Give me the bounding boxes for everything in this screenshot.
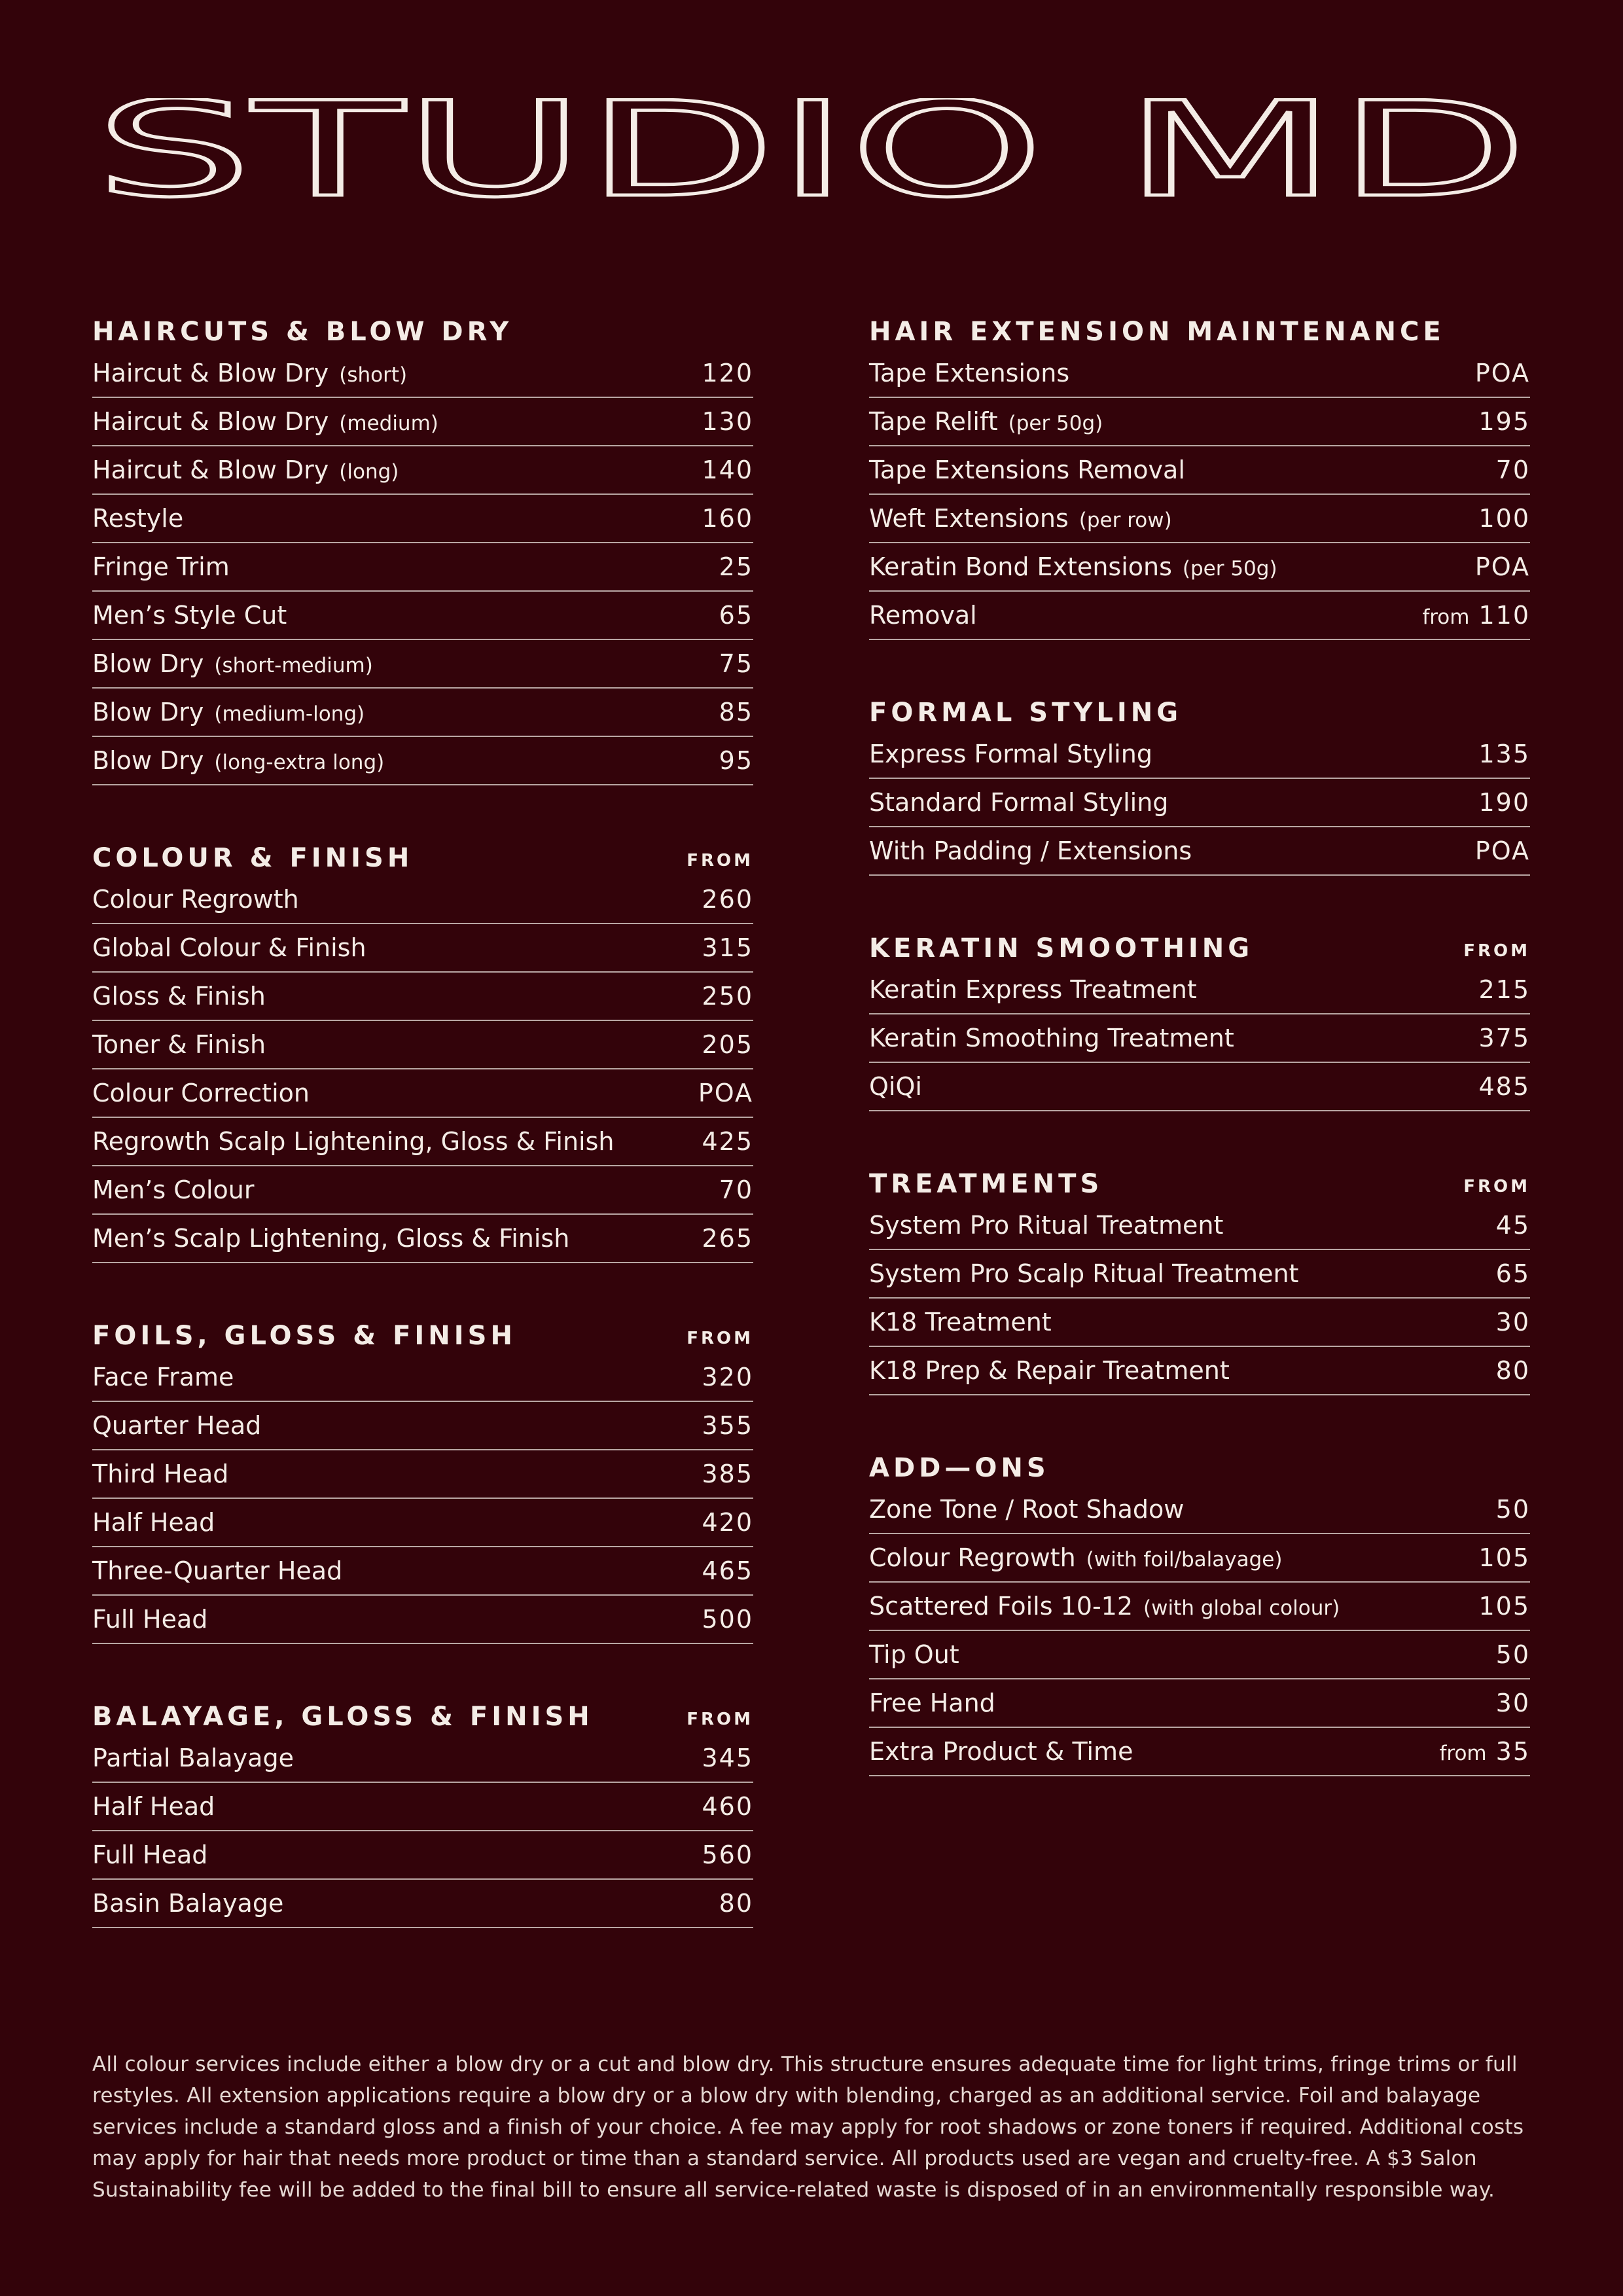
brand-name: STUDIO MD xyxy=(95,98,1528,203)
service-name: K18 Prep & Repair Treatment xyxy=(869,1356,1230,1385)
service-name: Haircut & Blow Dry xyxy=(92,407,329,436)
service-name-wrap xyxy=(869,1024,1234,1052)
service-price: 85 xyxy=(719,698,753,726)
service-name: With Padding / Extensions xyxy=(869,836,1192,865)
service-row xyxy=(869,1347,1530,1395)
service-price: 50 xyxy=(1495,1640,1530,1669)
section-header xyxy=(92,308,753,347)
service-price: 100 xyxy=(1478,504,1530,533)
service-price-wrap xyxy=(719,1889,753,1918)
service-price-wrap xyxy=(702,1030,753,1059)
service-price: 500 xyxy=(702,1605,753,1634)
service-price-wrap xyxy=(1478,1072,1530,1101)
service-row xyxy=(92,1354,753,1402)
service-name: Keratin Bond Extensions xyxy=(869,552,1172,581)
service-name: Blow Dry xyxy=(92,698,204,726)
service-row xyxy=(869,1679,1530,1728)
service-row xyxy=(92,1596,753,1644)
service-row xyxy=(92,543,753,592)
service-name-wrap xyxy=(869,975,1197,1004)
service-price: 75 xyxy=(719,649,753,678)
service-row xyxy=(92,924,753,973)
service-price-wrap xyxy=(1496,1211,1530,1240)
service-name: Basin Balayage xyxy=(92,1889,284,1918)
service-price: 30 xyxy=(1495,1308,1530,1336)
service-row xyxy=(869,1631,1530,1679)
service-row xyxy=(92,495,753,543)
service-name: Gloss & Finish xyxy=(92,982,266,1011)
service-price: 265 xyxy=(702,1224,753,1253)
service-price-wrap xyxy=(702,982,753,1011)
service-price: 190 xyxy=(1478,788,1530,817)
service-row xyxy=(92,1547,753,1596)
service-note: (with foil/balayage) xyxy=(1086,1548,1283,1571)
service-row xyxy=(869,1299,1530,1347)
service-price-wrap xyxy=(1478,1543,1530,1572)
service-name-wrap xyxy=(869,788,1168,817)
service-name-wrap xyxy=(869,1072,922,1101)
service-name: System Pro Ritual Treatment xyxy=(869,1211,1224,1240)
service-row xyxy=(869,543,1530,592)
menu-section xyxy=(92,834,753,1263)
service-price: POA xyxy=(698,1079,753,1107)
service-name-wrap xyxy=(92,1175,255,1204)
service-price-wrap xyxy=(1496,1495,1530,1524)
service-name-wrap xyxy=(869,407,1103,436)
service-price-wrap xyxy=(1478,975,1530,1004)
service-name: Restyle xyxy=(92,504,184,533)
section-title: TREATMENTS xyxy=(869,1169,1103,1199)
service-name-wrap xyxy=(92,982,266,1011)
service-row xyxy=(92,1069,753,1118)
service-name: Men’s Colour xyxy=(92,1175,255,1204)
service-note: (with global colour) xyxy=(1143,1596,1340,1620)
service-price-wrap xyxy=(1478,1024,1530,1052)
section-title: ADD—ONS xyxy=(869,1453,1050,1483)
service-name: Full Head xyxy=(92,1605,208,1634)
service-name: Standard Formal Styling xyxy=(869,788,1169,817)
service-price-wrap xyxy=(1496,1689,1530,1717)
section-title: HAIR EXTENSION MAINTENANCE xyxy=(869,317,1445,347)
section-title: FOILS, GLOSS & FINISH xyxy=(92,1321,516,1351)
service-name: Tape Relift xyxy=(869,407,998,436)
service-name-wrap xyxy=(92,1127,614,1156)
service-row xyxy=(869,827,1530,876)
service-name-wrap xyxy=(92,698,365,726)
service-price: 45 xyxy=(1495,1211,1530,1240)
service-name: Free Hand xyxy=(869,1689,995,1717)
service-price-wrap xyxy=(1478,407,1530,436)
service-note: (medium) xyxy=(339,412,438,435)
service-row xyxy=(869,350,1530,398)
section-from-label: FROM xyxy=(687,1710,753,1729)
service-price-wrap xyxy=(1475,836,1530,865)
service-row xyxy=(92,689,753,737)
service-name-wrap xyxy=(92,456,399,484)
service-name-wrap xyxy=(92,1792,215,1821)
service-price-wrap xyxy=(702,1127,753,1156)
service-note: (per 50g) xyxy=(1182,557,1277,581)
service-price-wrap xyxy=(1478,504,1530,533)
service-price-wrap xyxy=(702,1744,753,1772)
service-name-wrap xyxy=(92,1840,207,1869)
service-name: Full Head xyxy=(92,1840,208,1869)
service-row xyxy=(92,1450,753,1499)
section-from-label: FROM xyxy=(1463,941,1530,961)
section-from-label: FROM xyxy=(687,1329,753,1348)
service-row xyxy=(92,1021,753,1069)
service-name-wrap xyxy=(92,1079,310,1107)
service-name-wrap xyxy=(869,601,977,630)
service-name: Keratin Smoothing Treatment xyxy=(869,1024,1234,1052)
service-name-wrap xyxy=(869,836,1192,865)
service-price: 315 xyxy=(702,933,753,962)
menu-section xyxy=(869,924,1530,1111)
service-name-wrap xyxy=(869,552,1277,581)
service-name: Blow Dry xyxy=(92,746,204,775)
section-header xyxy=(869,924,1530,963)
menu-section xyxy=(869,308,1530,640)
service-name: Regrowth Scalp Lightening, Gloss & Finish xyxy=(92,1127,615,1156)
service-name-wrap xyxy=(92,1030,266,1059)
service-price: 160 xyxy=(702,504,753,533)
brand-logo xyxy=(92,98,1531,203)
service-note: (short) xyxy=(339,363,408,387)
service-row xyxy=(92,398,753,446)
service-name: Tape Extensions Removal xyxy=(869,456,1185,484)
service-price: 320 xyxy=(702,1363,753,1391)
service-name: Blow Dry xyxy=(92,649,204,678)
service-price: 420 xyxy=(702,1508,753,1537)
service-name-wrap xyxy=(869,1356,1230,1385)
service-name: Half Head xyxy=(92,1508,215,1537)
service-row xyxy=(869,1583,1530,1631)
service-row xyxy=(869,966,1530,1014)
service-row xyxy=(92,350,753,398)
service-name: Partial Balayage xyxy=(92,1744,294,1772)
service-row xyxy=(92,973,753,1021)
service-price: 375 xyxy=(1478,1024,1530,1052)
service-row xyxy=(869,1486,1530,1534)
service-price: 95 xyxy=(719,746,753,775)
service-row xyxy=(92,1880,753,1928)
menu-section xyxy=(869,1444,1530,1776)
service-price: 130 xyxy=(702,407,753,436)
service-note: (medium-long) xyxy=(214,702,365,726)
service-row xyxy=(92,1831,753,1880)
service-price-wrap xyxy=(1475,359,1530,387)
service-price-wrap xyxy=(702,885,753,914)
service-name-wrap xyxy=(92,1460,228,1488)
service-row xyxy=(92,1734,753,1783)
service-price-wrap xyxy=(702,1556,753,1585)
service-name: Men’s Scalp Lightening, Gloss & Finish xyxy=(92,1224,570,1253)
service-name-wrap xyxy=(92,649,373,678)
service-name-wrap xyxy=(92,601,287,630)
service-price-wrap xyxy=(702,1508,753,1537)
service-price-wrap xyxy=(702,1840,753,1869)
service-name-wrap xyxy=(92,1508,215,1537)
footer-note: All colour services include either a blow dry or a cut and blow dry. This structure ensures adequate time for light trims, fringe trims or full restyles. All extension applications require a blow dry or a blow dry with blending, charged as an additional service. Foil and balayage services include a standard gloss and a finish of your choice. A fee may apply for root shadows or zone toners if required. Additional costs may apply for hair that needs more product or time than a standard service. All products used are vegan and cruelty-free. A $3 Salon Sustainability fee will be added to the final bill to ensure all service-related waste is disposed of in an environmentally responsible way. xyxy=(92,2053,1524,2202)
service-price-wrap xyxy=(1439,1737,1530,1766)
service-price-wrap xyxy=(702,1460,753,1488)
service-name-wrap xyxy=(869,740,1152,768)
service-price-wrap xyxy=(702,504,753,533)
service-name-wrap xyxy=(869,1495,1184,1524)
service-name: Men’s Style Cut xyxy=(92,601,287,630)
service-price-wrap xyxy=(1496,1640,1530,1669)
service-price-wrap xyxy=(1422,601,1530,630)
service-name: K18 Treatment xyxy=(869,1308,1052,1336)
section-header xyxy=(92,1693,753,1732)
service-price: 205 xyxy=(702,1030,753,1059)
section-title: FORMAL STYLING xyxy=(869,698,1183,728)
menu-section xyxy=(869,689,1530,876)
service-row xyxy=(869,1063,1530,1111)
service-name-wrap xyxy=(869,1211,1223,1240)
service-note: (per 50g) xyxy=(1008,412,1103,435)
service-price-wrap xyxy=(1475,552,1530,581)
service-name-wrap xyxy=(869,456,1185,484)
service-name-wrap xyxy=(92,885,299,914)
service-row xyxy=(869,592,1530,640)
service-name: Colour Correction xyxy=(92,1079,310,1107)
service-row xyxy=(869,1728,1530,1776)
service-price: 355 xyxy=(702,1411,753,1440)
section-title: BALAYAGE, GLOSS & FINISH xyxy=(92,1702,594,1732)
service-price: 120 xyxy=(702,359,753,387)
service-price: 485 xyxy=(1478,1072,1530,1101)
service-row xyxy=(92,737,753,785)
section-title: KERATIN SMOOTHING xyxy=(869,933,1254,963)
menu-section xyxy=(92,1312,753,1644)
service-name: Third Head xyxy=(92,1460,229,1488)
service-price: 135 xyxy=(1478,740,1530,768)
service-price: 195 xyxy=(1478,407,1530,436)
service-note: (short-medium) xyxy=(214,654,373,677)
service-name-wrap xyxy=(92,933,366,962)
service-price: POA xyxy=(1474,359,1530,387)
service-row xyxy=(92,592,753,640)
menu-section xyxy=(92,308,753,785)
service-price-wrap xyxy=(1478,788,1530,817)
service-name: Haircut & Blow Dry xyxy=(92,456,329,484)
service-price: 560 xyxy=(702,1840,753,1869)
service-price: 460 xyxy=(702,1792,753,1821)
service-note: (long) xyxy=(339,460,399,484)
service-price: 50 xyxy=(1495,1495,1530,1524)
service-name-wrap xyxy=(92,359,407,387)
right-column xyxy=(869,308,1530,1825)
service-row xyxy=(869,446,1530,495)
service-name: Three-Quarter Head xyxy=(92,1556,343,1585)
service-price: 35 xyxy=(1495,1737,1530,1766)
service-price-wrap xyxy=(1496,456,1530,484)
service-name-wrap xyxy=(92,1411,261,1440)
service-row xyxy=(92,1783,753,1831)
service-row xyxy=(869,495,1530,543)
service-name: Haircut & Blow Dry xyxy=(92,359,329,387)
service-name: Colour Regrowth xyxy=(869,1543,1076,1572)
service-price-wrap xyxy=(1478,740,1530,768)
section-header xyxy=(92,1312,753,1351)
service-name: Scattered Foils 10-12 xyxy=(869,1592,1133,1621)
service-row xyxy=(92,1118,753,1166)
service-name-wrap xyxy=(92,1605,207,1634)
service-price-wrap xyxy=(719,698,753,726)
section-header xyxy=(92,834,753,873)
service-price-wrap xyxy=(702,933,753,962)
service-note: (long-extra long) xyxy=(214,751,385,774)
service-price-wrap xyxy=(702,1411,753,1440)
service-name: Express Formal Styling xyxy=(869,740,1152,768)
section-header xyxy=(869,689,1530,728)
service-price-wrap xyxy=(698,1079,753,1107)
service-price: 140 xyxy=(702,456,753,484)
service-price: 345 xyxy=(702,1744,753,1772)
service-price: 65 xyxy=(719,601,753,630)
service-price: 250 xyxy=(702,982,753,1011)
service-price-wrap xyxy=(1478,1592,1530,1621)
section-header xyxy=(869,1444,1530,1483)
service-name: Face Frame xyxy=(92,1363,234,1391)
service-price: 80 xyxy=(719,1889,753,1918)
service-row xyxy=(869,1014,1530,1063)
service-name: Fringe Trim xyxy=(92,552,230,581)
section-header xyxy=(869,1160,1530,1199)
service-row xyxy=(869,398,1530,446)
service-name-wrap xyxy=(92,1744,294,1772)
service-price-wrap xyxy=(1496,1308,1530,1336)
service-price-wrap xyxy=(719,601,753,630)
section-from-label: FROM xyxy=(1463,1177,1530,1196)
service-name-wrap xyxy=(869,1259,1298,1288)
service-row xyxy=(92,640,753,689)
service-price: POA xyxy=(1474,552,1530,581)
service-row xyxy=(869,779,1530,827)
service-row xyxy=(869,1250,1530,1299)
service-price-wrap xyxy=(702,1792,753,1821)
service-row xyxy=(869,1534,1530,1583)
service-name: Global Colour & Finish xyxy=(92,933,366,962)
service-price: 215 xyxy=(1478,975,1530,1004)
service-price: 465 xyxy=(702,1556,753,1585)
service-name-wrap xyxy=(869,1737,1133,1766)
menu-section xyxy=(869,1160,1530,1395)
service-name-wrap xyxy=(869,1689,995,1717)
service-name-wrap xyxy=(92,1224,569,1253)
service-price: 105 xyxy=(1478,1592,1530,1621)
service-name-wrap xyxy=(92,504,183,533)
service-name-wrap xyxy=(869,359,1069,387)
service-row xyxy=(92,876,753,924)
service-price-wrap xyxy=(1496,1259,1530,1288)
service-price-wrap xyxy=(719,1175,753,1204)
price-prefix: from xyxy=(1422,605,1470,629)
service-name-wrap xyxy=(869,504,1172,533)
service-row xyxy=(92,1166,753,1215)
service-price-wrap xyxy=(719,746,753,775)
service-name-wrap xyxy=(92,746,384,775)
service-price: 425 xyxy=(702,1127,753,1156)
service-price: 260 xyxy=(702,885,753,914)
service-price: 65 xyxy=(1495,1259,1530,1288)
service-name-wrap xyxy=(869,1543,1282,1572)
section-header xyxy=(869,308,1530,347)
service-price: 70 xyxy=(1495,456,1530,484)
service-name: Keratin Express Treatment xyxy=(869,975,1197,1004)
service-name: Extra Product & Time xyxy=(869,1737,1133,1766)
left-column xyxy=(92,308,753,1977)
service-name: Zone Tone / Root Shadow xyxy=(869,1495,1185,1524)
service-price: 80 xyxy=(1495,1356,1530,1385)
service-price-wrap xyxy=(719,552,753,581)
service-name-wrap xyxy=(869,1640,959,1669)
service-name: System Pro Scalp Ritual Treatment xyxy=(869,1259,1299,1288)
service-price-wrap xyxy=(702,1605,753,1634)
service-name: Tip Out xyxy=(869,1640,959,1669)
service-price: 110 xyxy=(1478,601,1530,630)
service-price-wrap xyxy=(702,359,753,387)
service-row xyxy=(92,446,753,495)
service-price-wrap xyxy=(702,407,753,436)
service-name-wrap xyxy=(92,407,438,436)
service-row xyxy=(92,1402,753,1450)
service-price-wrap xyxy=(702,456,753,484)
service-name: Colour Regrowth xyxy=(92,885,299,914)
service-name: QiQi xyxy=(869,1072,922,1101)
service-price: 25 xyxy=(719,552,753,581)
service-name-wrap xyxy=(92,1556,342,1585)
service-name-wrap xyxy=(92,1363,234,1391)
service-price-wrap xyxy=(719,649,753,678)
service-price: POA xyxy=(1474,836,1530,865)
menu-section xyxy=(92,1693,753,1928)
service-price-wrap xyxy=(1496,1356,1530,1385)
service-name-wrap xyxy=(92,552,230,581)
service-name-wrap xyxy=(869,1308,1052,1336)
service-name: Quarter Head xyxy=(92,1411,262,1440)
service-price: 70 xyxy=(719,1175,753,1204)
price-prefix: from xyxy=(1439,1742,1487,1765)
service-row xyxy=(869,730,1530,779)
service-price-wrap xyxy=(702,1363,753,1391)
section-from-label: FROM xyxy=(687,851,753,870)
service-name-wrap xyxy=(869,1592,1340,1621)
brand-wordmark xyxy=(92,98,1531,203)
service-name: Toner & Finish xyxy=(92,1030,266,1059)
service-price: 105 xyxy=(1478,1543,1530,1572)
service-note: (per row) xyxy=(1079,509,1172,532)
service-row xyxy=(869,1202,1530,1250)
section-title: HAIRCUTS & BLOW DRY xyxy=(92,317,513,347)
service-name: Weft Extensions xyxy=(869,504,1069,533)
service-name: Removal xyxy=(869,601,977,630)
service-price: 30 xyxy=(1495,1689,1530,1717)
service-price-wrap xyxy=(702,1224,753,1253)
section-title: COLOUR & FINISH xyxy=(92,843,414,873)
service-name: Tape Extensions xyxy=(869,359,1070,387)
service-row xyxy=(92,1499,753,1547)
service-price: 385 xyxy=(702,1460,753,1488)
service-name: Half Head xyxy=(92,1792,215,1821)
service-row xyxy=(92,1215,753,1263)
service-name-wrap xyxy=(92,1889,283,1918)
